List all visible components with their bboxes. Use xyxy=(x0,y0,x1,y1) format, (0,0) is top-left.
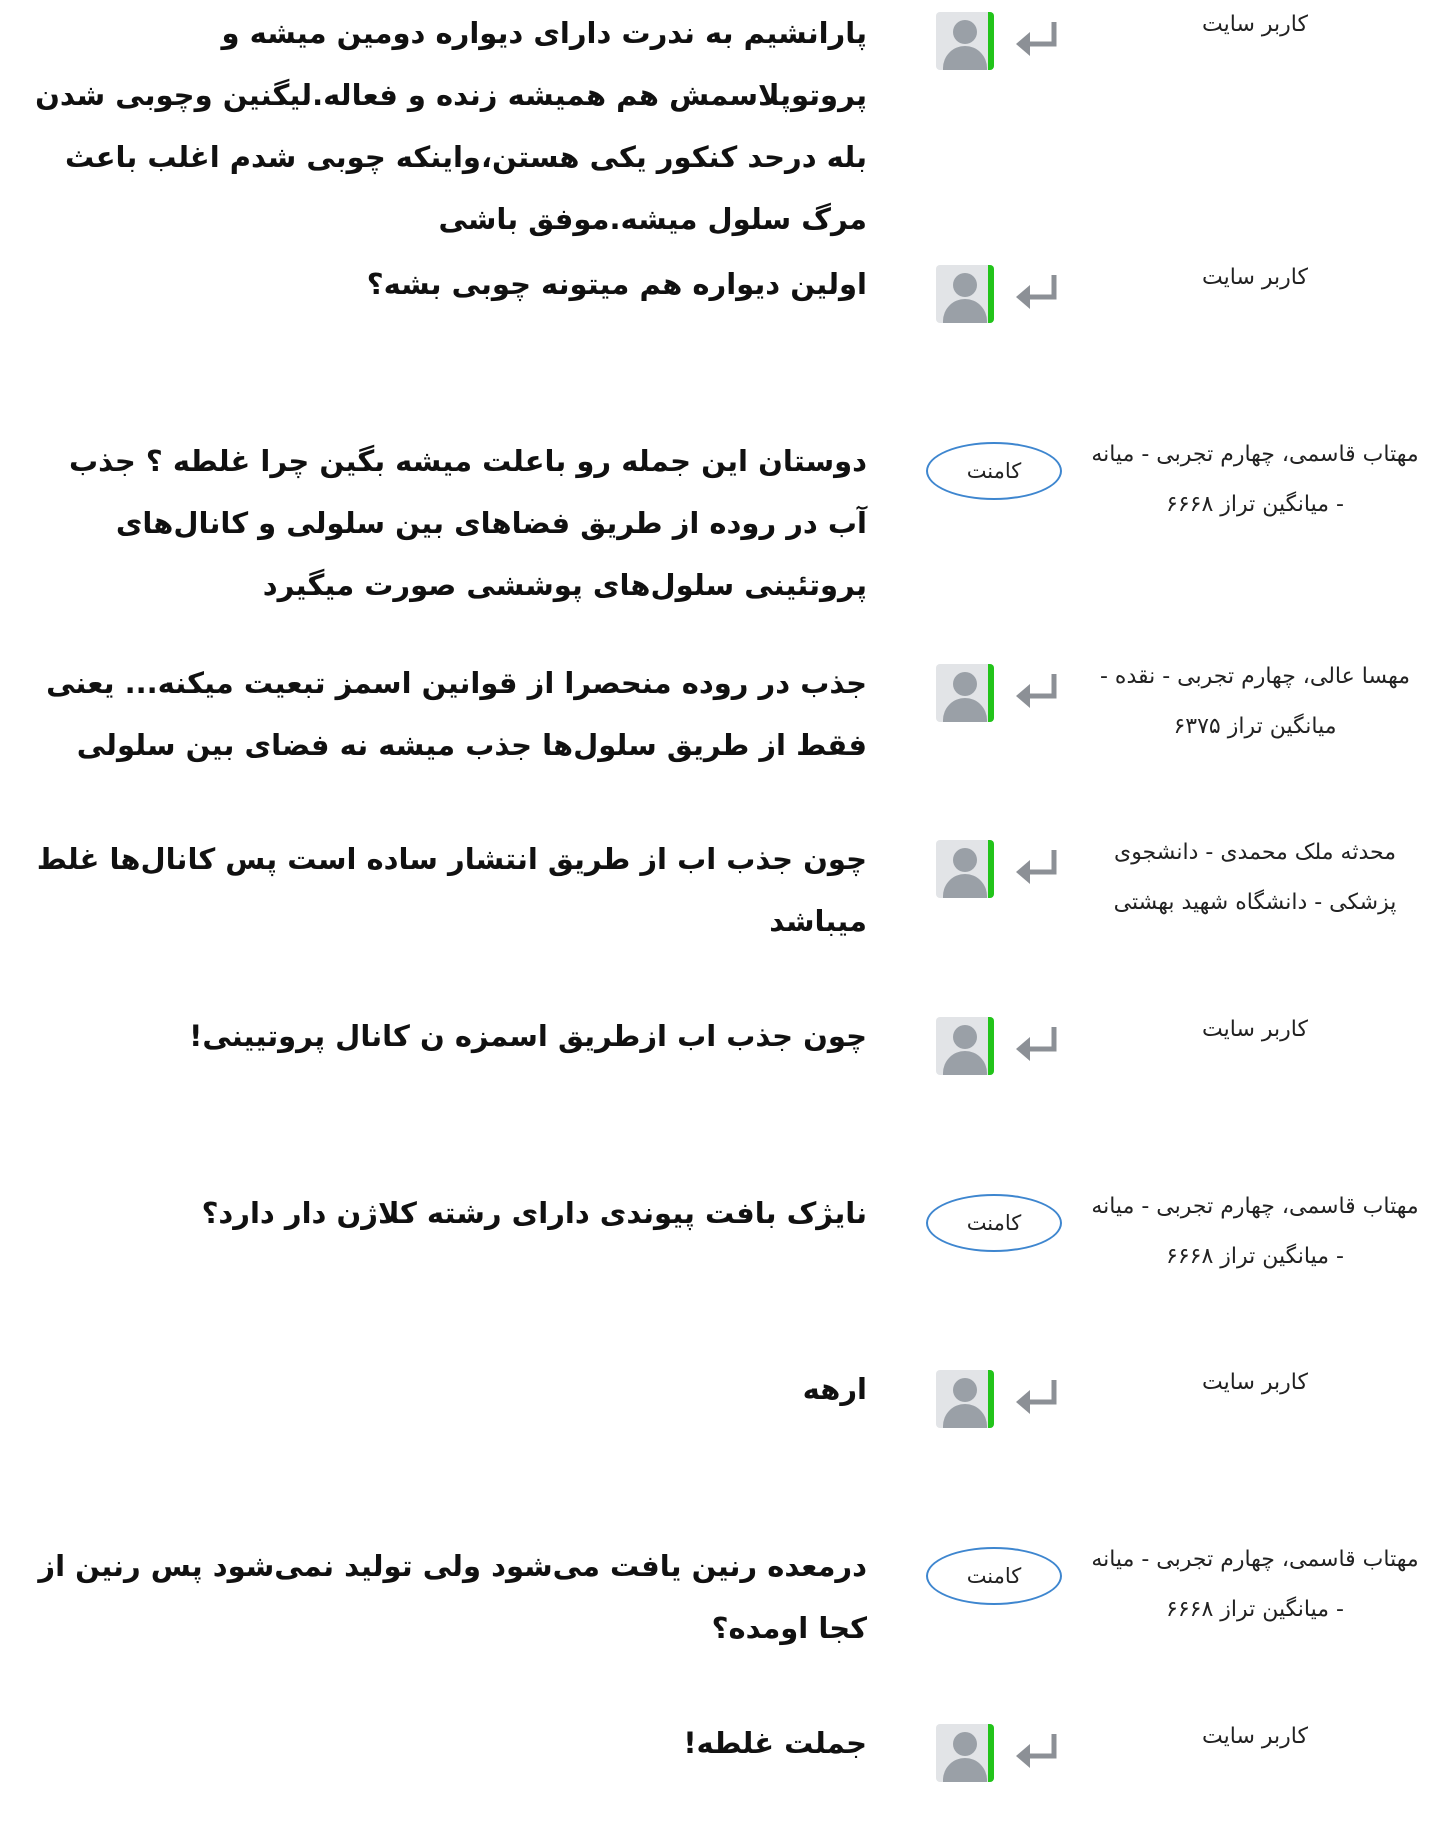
reply-arrow-icon xyxy=(1014,271,1062,315)
avatar[interactable] xyxy=(936,1017,994,1075)
reply-arrow-icon xyxy=(1014,1023,1062,1067)
comment-text: چون جذب اب از طریق انتشار ساده است پس کانال‌ها غلط میباشد xyxy=(36,842,867,938)
comment-row xyxy=(0,1712,1432,1822)
reply-arrow-icon xyxy=(1014,1730,1062,1774)
comment-author[interactable]: کاربر سایت xyxy=(1202,265,1308,290)
comment-author[interactable]: مهتاب قاسمی، چهارم تجربی - میانه - میانگین تراز ۶۶۶۸ xyxy=(1091,1547,1419,1622)
comment-text: پارانشیم به ندرت دارای دیواره دومین میشه و پروتوپلاسمش هم همیشه زنده و فعاله.لیگنین وچوبی شدن بله درحد کنکور یکی هستن،واینکه چوبی شدم اغلب باعث مرگ سلول میشه.موفق باشی xyxy=(35,16,867,236)
reply-marker xyxy=(918,1005,1088,1085)
comment-badge: کامنت xyxy=(926,442,1062,500)
comment-author[interactable]: مهتاب قاسمی، چهارم تجربی - میانه - میانگین تراز ۶۶۶۸ xyxy=(1091,442,1419,517)
avatar[interactable] xyxy=(936,840,994,898)
comment-author[interactable]: کاربر سایت xyxy=(1202,12,1308,37)
comment-row xyxy=(0,1182,1432,1332)
comment-author[interactable]: کاربر سایت xyxy=(1202,1370,1308,1395)
comment-author[interactable]: محدثه ملک محمدی - دانشجوی پزشکی - دانشگاه شهید بهشتی xyxy=(1113,840,1397,915)
avatar[interactable] xyxy=(936,265,994,323)
reply-marker xyxy=(918,652,1088,732)
comment-row xyxy=(0,1535,1432,1685)
comment-author[interactable]: مهتاب قاسمی، چهارم تجربی - میانه - میانگین تراز ۶۶۶۸ xyxy=(1091,1194,1419,1269)
avatar[interactable] xyxy=(936,664,994,722)
comment-marker xyxy=(918,1182,1088,1262)
reply-marker xyxy=(918,828,1088,908)
comment-row xyxy=(0,430,1432,630)
comment-text: درمعده رنین یافت می‌شود ولی تولید نمی‌شود پس رنین از کجا اومده؟ xyxy=(38,1549,867,1645)
reply-marker xyxy=(918,1358,1088,1438)
comment-marker xyxy=(918,430,1088,510)
reply-marker xyxy=(918,1712,1088,1792)
reply-arrow-icon xyxy=(1014,18,1062,62)
comment-author[interactable]: کاربر سایت xyxy=(1202,1017,1308,1042)
comment-text: اولین دیواره هم میتونه چوبی بشه؟ xyxy=(366,267,867,301)
comment-row xyxy=(0,1005,1432,1165)
comment-text: جملت غلطه! xyxy=(683,1726,867,1760)
comment-text: نایژک بافت پیوندی دارای رشته کلاژن دار دارد؟ xyxy=(201,1196,867,1230)
comment-row xyxy=(0,1358,1432,1508)
comment-text: دوستان این جمله رو باعلت میشه بگین چرا غلطه ؟ جذب آب در روده از طریق فضاهای بین سلولی و کانال‌های پروتئینی سلول‌های پوششی صورت میگیرد xyxy=(69,444,867,602)
comment-marker xyxy=(918,1535,1088,1615)
reply-marker xyxy=(918,253,1088,333)
comment-text: جذب در روده منحصرا از قوانین اسمز تبعیت میکنه... یعنی فقط از طریق سلول‌ها جذب میشه نه فضای بین سلولی xyxy=(46,666,867,762)
reply-marker xyxy=(918,0,1088,80)
comment-text: چون جذب اب ازطریق اسمزه ن کانال پروتیینی! xyxy=(189,1019,867,1053)
comment-row xyxy=(0,828,1432,998)
avatar[interactable] xyxy=(936,1370,994,1428)
reply-arrow-icon xyxy=(1014,1376,1062,1420)
reply-arrow-icon xyxy=(1014,846,1062,890)
avatar[interactable] xyxy=(936,12,994,70)
comment-row xyxy=(0,0,1432,236)
comment-row xyxy=(0,652,1432,812)
comment-author[interactable]: مهسا عالی، چهارم تجربی - نقده - میانگین تراز ۶۳۷۵ xyxy=(1100,664,1410,739)
avatar[interactable] xyxy=(936,1724,994,1782)
comment-text: ارهه xyxy=(802,1372,867,1406)
comment-badge: کامنت xyxy=(926,1194,1062,1252)
comment-author[interactable]: کاربر سایت xyxy=(1202,1724,1308,1749)
reply-arrow-icon xyxy=(1014,670,1062,714)
comment-badge: کامنت xyxy=(926,1547,1062,1605)
comment-row xyxy=(0,253,1432,403)
